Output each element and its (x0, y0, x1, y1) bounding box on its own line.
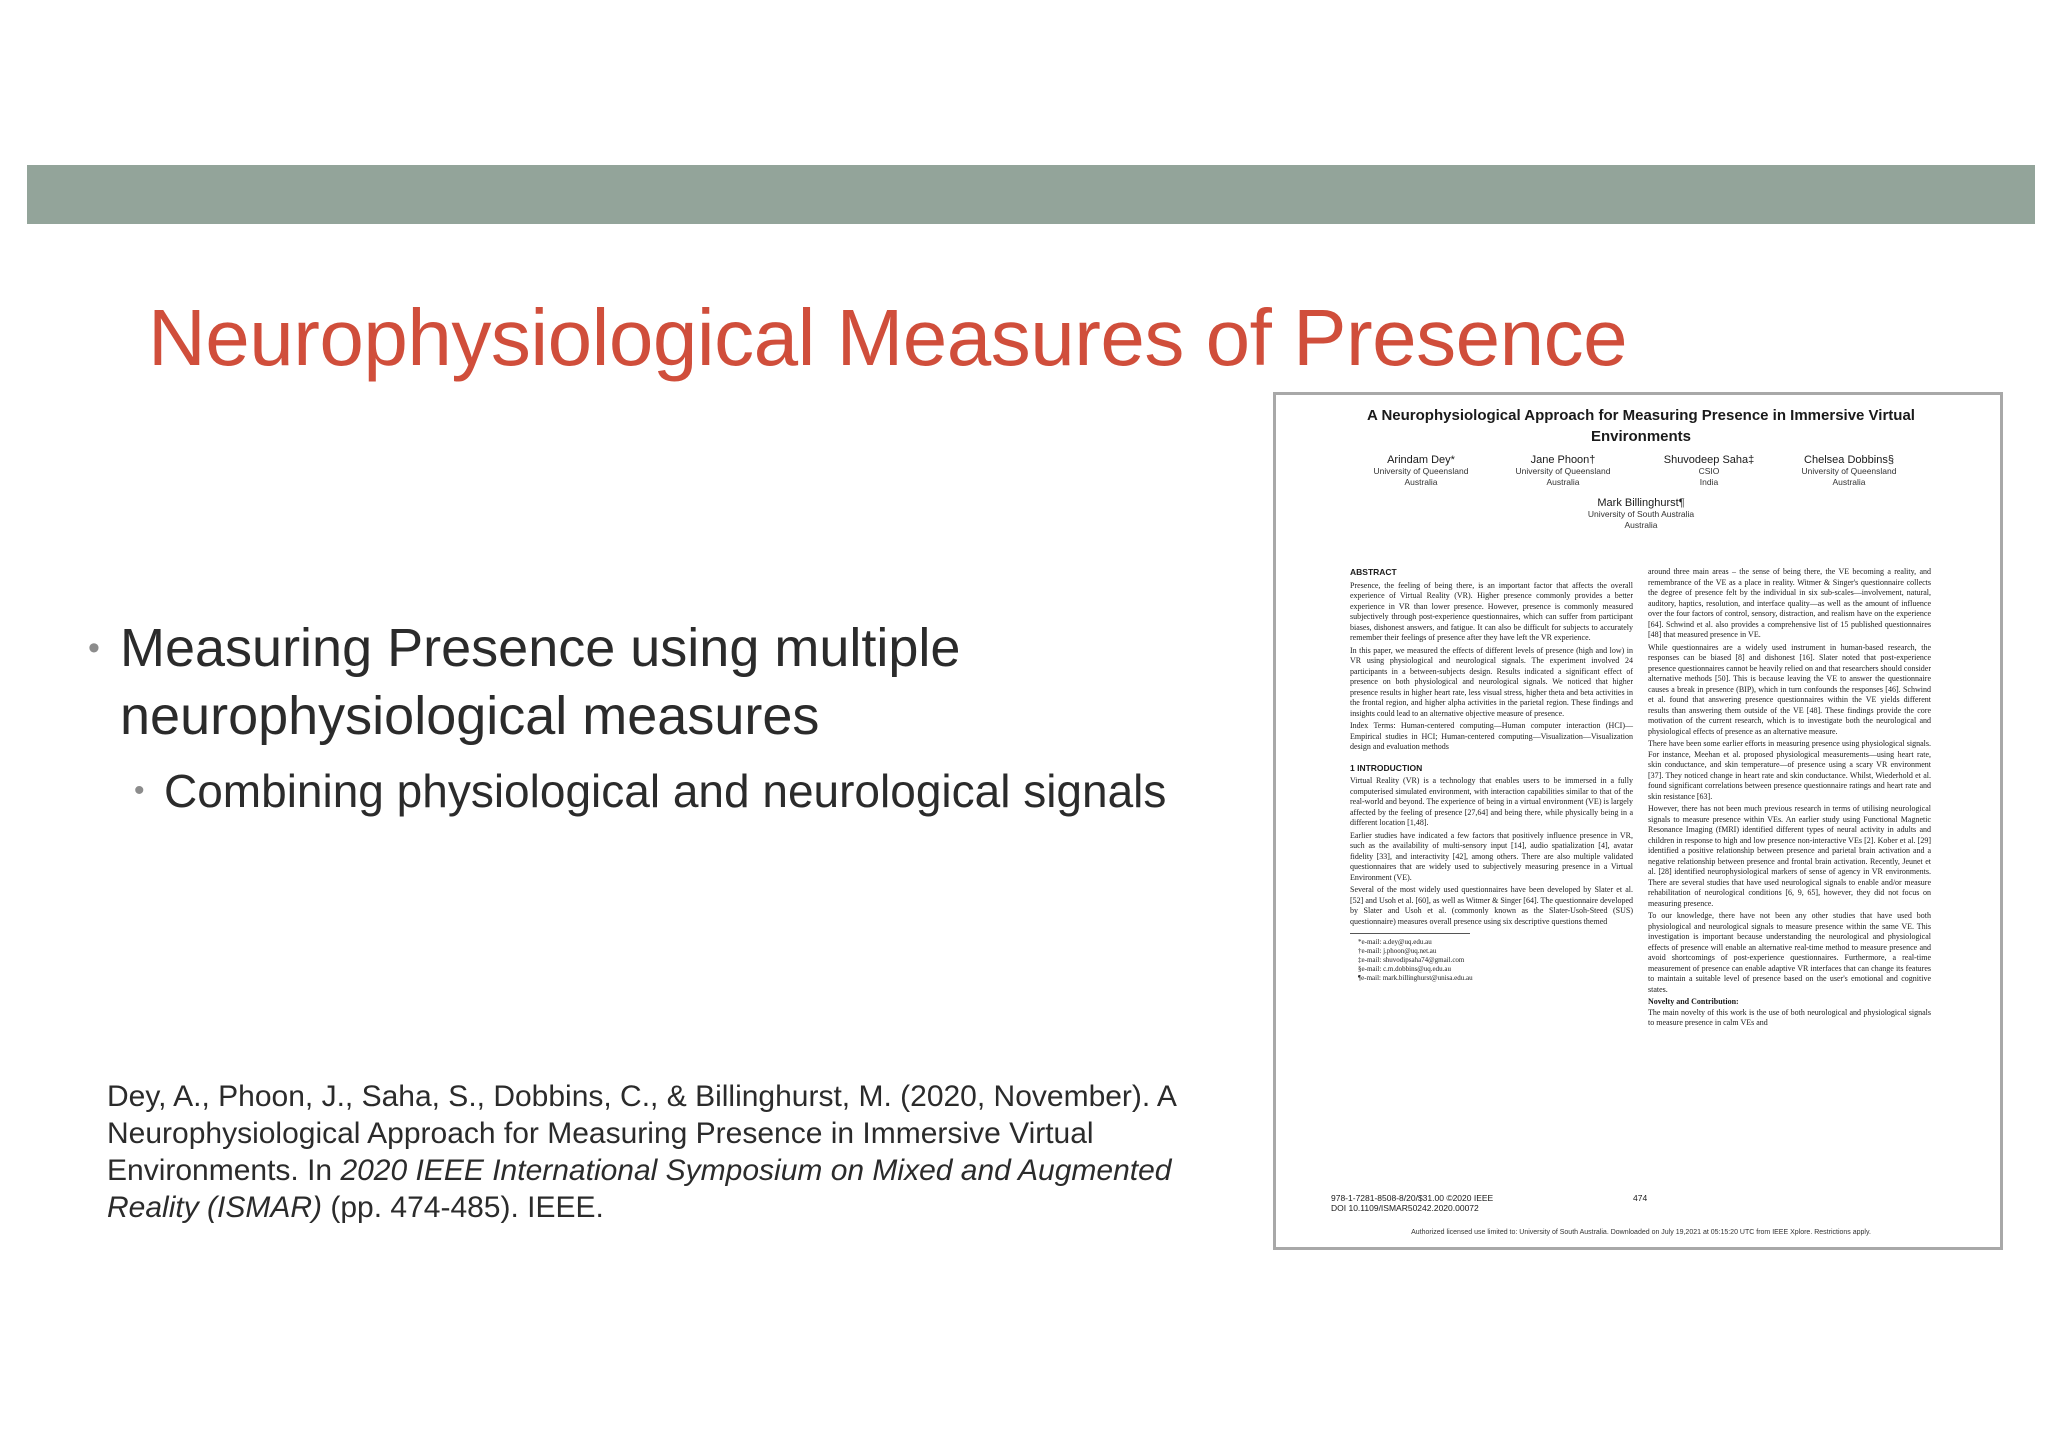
author-name: Mark Billinghurst¶ (1597, 497, 1685, 509)
paper-title: A Neurophysiological Approach for Measuring Presence in Immersive Virtual Environments (1367, 407, 1915, 445)
author-name: Arindam Dey* (1387, 454, 1455, 466)
paper-doi: DOI 10.1109/ISMAR50242.2020.00072 (1331, 1203, 1479, 1213)
bullet-dot: • (134, 774, 145, 807)
intro-paragraph: Virtual Reality (VR) is a technology that enables users to be immersed in a fully computerised simulated environment, with interaction capabilities similar to that of the real-world and beyond. The experience of being in a virtual environment (VE) is largely affected by the feeling of presence [27,64] and being there, while physically being in a different location [1,48]. (1350, 776, 1633, 827)
novelty-heading: Novelty and Contribution: (1648, 997, 1739, 1006)
footnote: §e-mail: c.m.dobbins@uq.edu.au (1358, 965, 1451, 973)
citation-venue: 2020 IEEE International Symposium on Mixed and Augmented Reality (ISMAR) (107, 1154, 1172, 1224)
header-band (27, 165, 2035, 224)
paper-author (1784, 455, 1914, 488)
bullet-dot: • (88, 629, 100, 667)
author-name: Shuvodeep Saha‡ (1663, 454, 1755, 466)
bullet-level-2 (134, 760, 1166, 822)
bullet-text: Combining physiological and neurological signals (164, 765, 1167, 817)
citation-pages: (pp. 474-485). IEEE. (322, 1191, 604, 1224)
paper-license-line: Authorized licensed use limited to: University of South Australia. Downloaded on July 19,2021 at 05:15:20 UTC from IEEE Xplore. Restrictions apply. (1411, 1229, 1871, 1236)
paper-right-column (1648, 567, 1931, 1031)
bullet-text: Measuring Presence using multiple neurophysiological measures (120, 618, 961, 746)
reference-citation (107, 1078, 1247, 1226)
abstract-heading: ABSTRACT (1350, 567, 1397, 577)
slide-title: Neurophysiological Measures of Presence (148, 293, 1628, 382)
author-name: Jane Phoon† (1530, 454, 1596, 466)
paper-author (1644, 455, 1774, 488)
author-country: Australia (1624, 520, 1658, 530)
author-affiliation: CSIO (1698, 466, 1720, 476)
author-affiliation: University of Queensland (1801, 466, 1897, 476)
body-paragraph: While questionnaires are a widely used instrument in human-based research, the responses can be biased [8] and dishonest [16]. Slater noted that post-experience presence questionnaires cannot be heavily relied on and that researchers should consider alternative methods [50]. This is because leaving the VE to answer the questionnaire causes a break in presence (BIP), which in turn confounds the responses [46]. Schwind et al. found that answering presence questionnaires within the VE yields different results than answering them outside of the VE [48]. These findings provide the core motivation of the current research, which is to investigate both the neurological and physiological effects of presence as an alternative measure. (1648, 642, 1931, 736)
bullet-level-1 (88, 614, 1220, 750)
author-country: India (1699, 477, 1719, 487)
paper-page-number: 474 (1633, 1193, 1648, 1203)
author-name: Chelsea Dobbins§ (1804, 454, 1894, 466)
footnote-rule (1350, 933, 1470, 934)
author-country: Australia (1832, 477, 1866, 487)
body-paragraph: around three main areas – the sense of being there, the VE becoming a reality, and remembrance of the VE as a place in reality. Witmer & Singer's questionnaire collects the degree of presence felt by the individual in six sub-scales—involvement, natural, auditory, haptics, resolution, and interface quality—as well as the amount of influence over the four factors of control, sensory, distraction, and realism have on the experience [64]. Schwind et al. also provides a comprehensive list of 15 published questionnaires [48] that measured presence in VE. (1648, 567, 1931, 639)
footnote: †e-mail: j.phoon@uq.net.au (1358, 947, 1437, 955)
body-paragraph: However, there has not been much previous research in terms of utilising neurological signals to measure presence within VEs. An earlier study using Functional Magnetic Resonance Imaging (fMRI) identified different types of neural activity in adults and children in response to high and low presence non-interactive VEs [2]. Kober et al. [29] identified a positive relationship between presence and parietal brain activation and a negative relationship between presence and frontal brain activation. Recently, Jeunet et al. [28] identified neurophysiological markers of sense of agency in VR environments. There are several studies that have used neurological signals to enable and/or measure rehabilitation of neurological conditions [6, 9, 65], however, they did not focus on measuring presence. (1648, 804, 1931, 908)
footnote: *e-mail: a.dey@uq.edu.au (1358, 938, 1432, 946)
author-country: Australia (1546, 477, 1580, 487)
citation-authors: Dey, A., Phoon, J., Saha, S., Dobbins, C., & Billinghurst, M. (2020, November). A Neurophysiological Approach for Measuring Presence in Immersive Virtual Environments. In (107, 1080, 1176, 1187)
intro-heading: 1 INTRODUCTION (1350, 762, 1423, 773)
author-country: Australia (1404, 477, 1438, 487)
footnote: ¶e-mail: mark.billinghurst@unisa.edu.au (1358, 974, 1473, 982)
author-affiliation: University of Queensland (1373, 466, 1469, 476)
body-paragraph: There have been some earlier efforts in measuring presence using physiological signals. For instance, Meehan et al. proposed physiological measurements—using heart rate, skin conductance, and skin temperature—of presence using a scary VR environment [37]. They noticed change in heart rate and skin conductance. Whilst, Wiederhold et al. found significant correlations between presence questionnaire ratings and heart rate and skin resistance [63]. (1648, 739, 1931, 801)
body-paragraph: The main novelty of this work is the use of both neurological and physiological signals to measure presence in calm VEs and (1648, 1007, 1931, 1027)
paper-author (1566, 498, 1716, 531)
abstract-paragraph: Presence, the feeling of being there, is an important factor that affects the overall experience of Virtual Reality (VR). Higher presence commonly provides a better experience in VR than lower presence. However, presence is commonly measured subjectively through post-experience questionnaires, which can suffer from participant biases, dishonest answers, and fatigue. It can also be difficult for subjects to accurately remember their feelings of presence after they have left the VR experience. (1350, 580, 1633, 642)
abstract-paragraph: In this paper, we measured the effects of different levels of presence (high and low) in VR using physiological and neurological signals. The experiment involved 24 participants in a between-subjects design. Results indicated a significant effect of presence on both physiological and neurological signals. We noticed that higher presence results in higher heart rate, less visual stress, higher theta and beta activities in the frontal region, and higher alpha activities in the parietal region. These findings and insights could lead to an alternative objective measure of presence. (1350, 645, 1633, 718)
intro-paragraph: Several of the most widely used questionnaires have been developed by Slater et al. [52] and Usoh et al. [60], as well as Witmer & Singer [64]. The questionnaire developed by Slater and Usoh et al. (commonly known as the Slater-Usoh-Steed (SUS) questionnaire) measures overall presence using six descriptive questions themed (1350, 885, 1633, 926)
author-affiliation: University of Queensland (1515, 466, 1611, 476)
body-paragraph: To our knowledge, there have not been any other studies that have used both physiological and neurological signals to measure presence within the same VE. This investigation is important because understanding the neurological and physiological effects of presence will enable an alternative real-time method to measure presence and avoid shortcomings of post-experience questionnaires. Furthermore, a real-time measurement of presence can enable adaptive VR interfaces that can change its features to maintain a suitable level of presence based on the user's emotional and cognitive states. (1648, 911, 1931, 994)
paper-author (1356, 455, 1486, 488)
paper-doi-block (1331, 1193, 1493, 1213)
index-terms: Index Terms: Human-centered computing—Human computer interaction (HCI)—Empirical studies in HCI; Human-centered computing—Visualization—Visualization design and evaluation methods (1350, 721, 1633, 751)
paper-isbn: 978-1-7281-8508-8/20/$31.00 ©2020 IEEE (1331, 1193, 1494, 1203)
paper-author (1498, 455, 1628, 488)
paper-left-column (1350, 567, 1633, 983)
intro-paragraph: Earlier studies have indicated a few factors that positively influence presence in VR, such as the availability of multi-sensory input [14], audio spatialization [4], avatar fidelity [33], and interactivity [42], among others. There are also multiple validated questionnaires that are widely used to subjectively measuring presence in a Virtual Environment (VE). (1350, 830, 1633, 882)
author-affiliation: University of South Australia (1587, 509, 1695, 519)
paper-page-image (1273, 392, 2003, 1250)
footnote: ‡e-mail: shuvodipsaha74@gmail.com (1358, 956, 1465, 964)
